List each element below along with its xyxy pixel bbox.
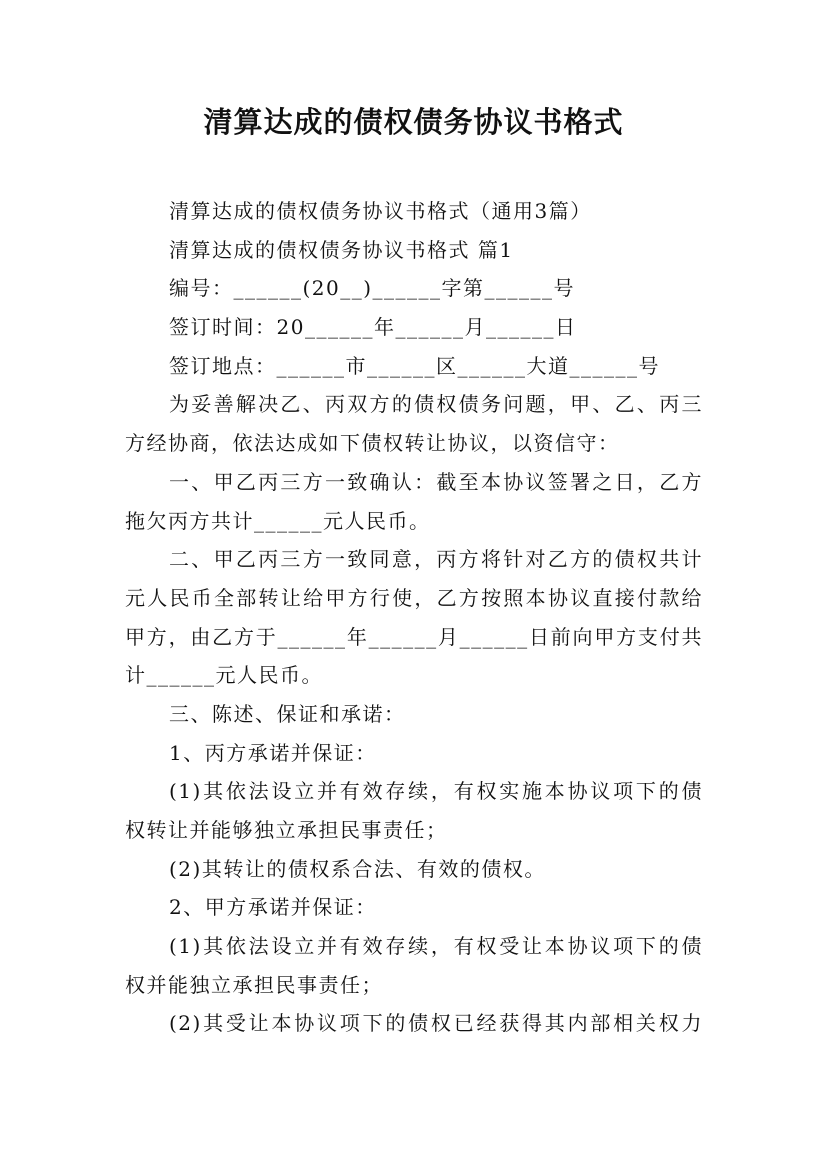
paragraph-line: (1)其依法设立并有效存续，有权受让本协议项下的债 [169, 934, 703, 959]
paragraph-line: 二、甲乙丙三方一致同意，丙方将针对乙方的债权共计 [169, 547, 703, 572]
paragraph-line: 甲方，由乙方于______年______月______日前向甲方支付共 [125, 624, 703, 649]
paragraph-line: 1、丙方承诺并保证： [169, 740, 377, 765]
paragraph-line: 清算达成的债权债务协议书格式（通用3篇） [169, 199, 592, 223]
paragraph-line: 编号：______(20__)______字第______号 [169, 276, 576, 301]
paragraph-line: 三、陈述、保证和承诺： [169, 701, 406, 726]
paragraph-line: (2)其转让的债权系合法、有效的债权。 [169, 856, 546, 881]
paragraph-line: 2、甲方承诺并保证： [169, 895, 377, 920]
paragraph-line: (1)其依法设立并有效存续，有权实施本协议项下的债 [169, 779, 703, 804]
paragraph-line: 一、甲乙丙三方一致确认：截至本协议签署之日，乙方 [169, 469, 703, 494]
paragraph-line: 清算达成的债权债务协议书格式 篇1 [169, 237, 514, 262]
paragraph-line: (2)其受让本协议项下的债权已经获得其内部相关权力 [169, 1011, 703, 1036]
paragraph-line: 签订时间：20______年______月______日 [169, 315, 577, 340]
paragraph-line: 权并能独立承担民事责任； [125, 972, 383, 997]
paragraph-line: 计______元人民币。 [125, 663, 323, 688]
paragraph-line: 元人民币全部转让给甲方行使，乙方按照本协议直接付款给 [125, 585, 703, 610]
paragraph-line: 为妥善解决乙、丙双方的债权债务问题，甲、乙、丙三 [169, 392, 703, 417]
document-body [125, 192, 703, 1043]
paragraph-line: 方经协商，依法达成如下债权转让协议，以资信守： [125, 431, 620, 456]
document-title: 清算达成的债权债务协议书格式 [203, 105, 624, 139]
paragraph-line: 权转让并能够独立承担民事责任； [125, 818, 448, 842]
paragraph-line: 签订地点：______市______区______大道______号 [169, 353, 660, 378]
paragraph-line: 拖欠丙方共计______元人民币。 [125, 508, 431, 533]
